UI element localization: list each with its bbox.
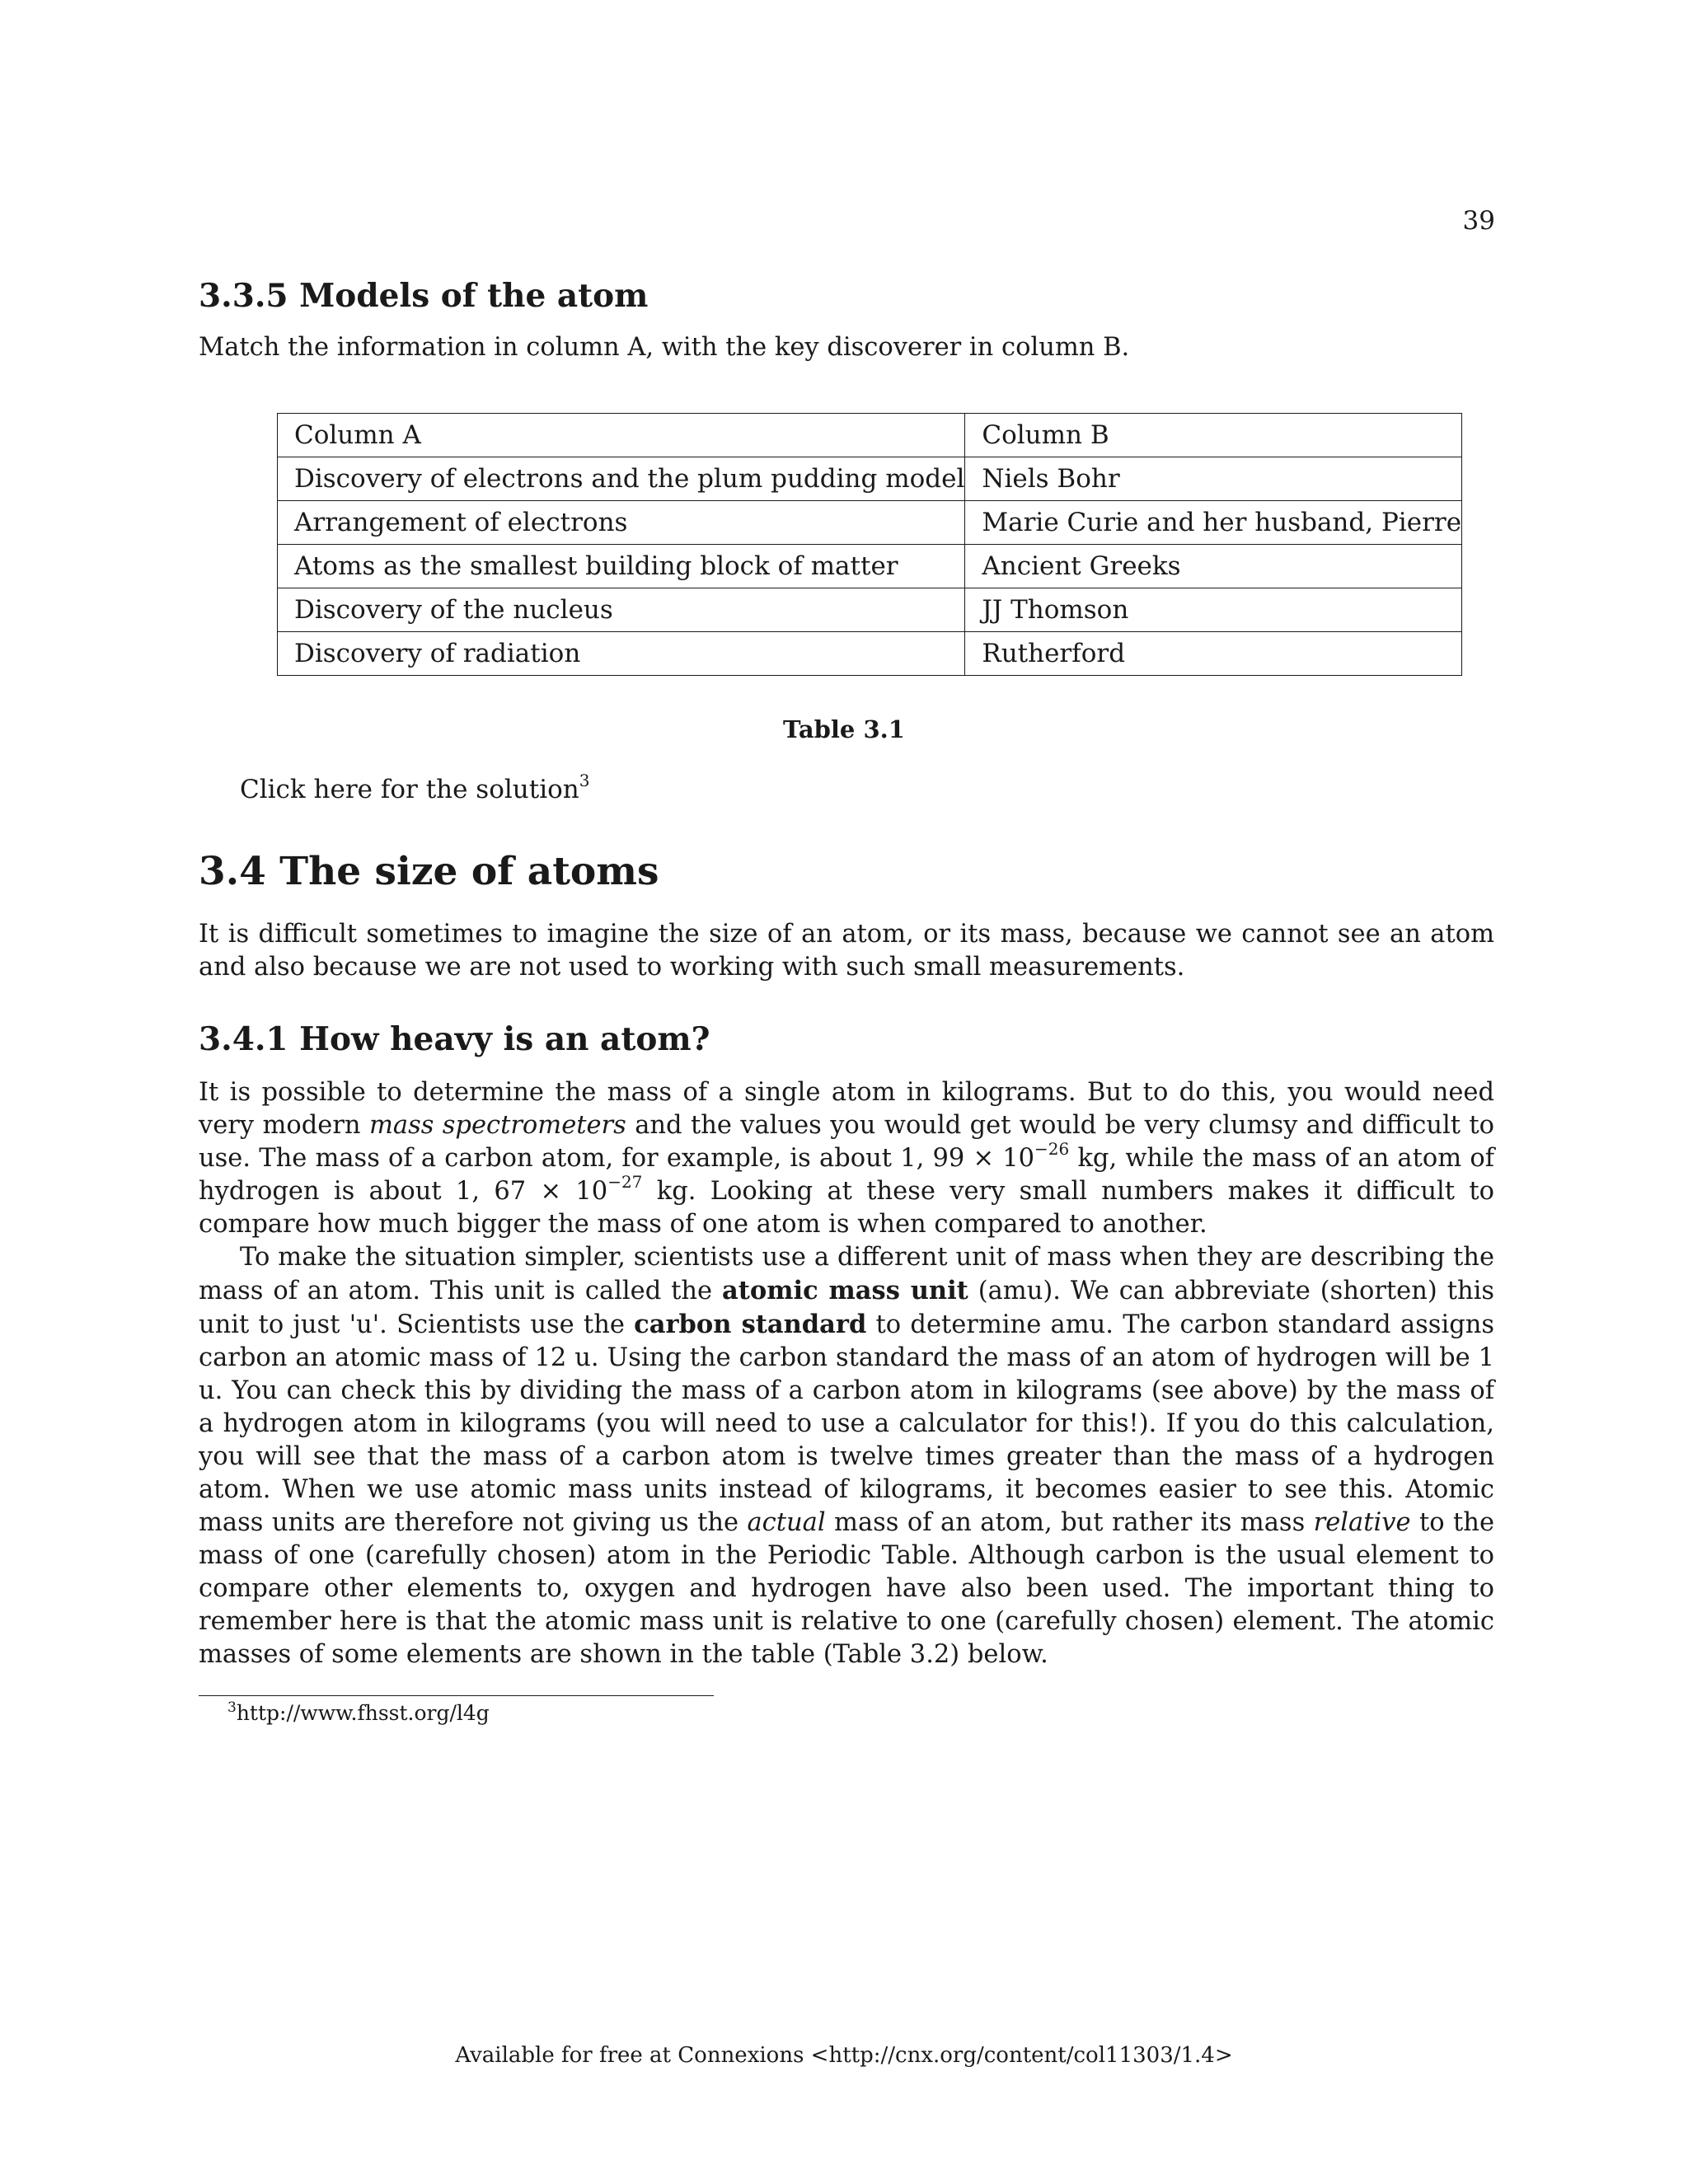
term-relative: relative xyxy=(1313,1508,1411,1537)
cell-column-b: Niels Bohr xyxy=(965,457,1462,501)
paragraph-amu: To make the situation simpler, scientists use a different unit of mass when they are describing the mass of an atom. This unit is called the atomic mass unit (amu). We can abbreviate (shorten) this unit to just 'u'. Scientists use the carbon standard to determine amu. The carbon standard assigns carbon an atomic mass of 12 u. Using the carbon standard the mass of an atom of hydrogen will be 1 u. You can check this by dividing the mass of a carbon atom in kilograms (see above) by the mass of a hydrogen atom in kilograms (you will need to use a calculator for this!). If you do this calculation, you will see that the mass of a carbon atom is twelve times greater than the mass of a hydrogen atom. When we use atomic mass units instead of kilograms, it becomes easier to see this. Atomic mass units are therefore not giving us the actual mass of an atom, but rather its mass relative to the mass of one (carefully chosen) atom in the Periodic Table. Although carbon is the usual element to compare other elements to, oxygen and hydrogen have also been used. The important thing to remember here is that the atomic mass unit is relative to one (carefully chosen) element. The atomic masses of some elements are shown in the table (Table 3.2) below. xyxy=(199,1243,1495,1669)
table-row xyxy=(278,545,1462,588)
page-number: 39 xyxy=(1462,206,1495,236)
term-mass-spectrometers: mass spectrometers xyxy=(368,1111,626,1140)
term-actual: actual xyxy=(747,1508,826,1537)
cell-column-b: Ancient Greeks xyxy=(965,545,1462,588)
intro-paragraph: It is difficult sometimes to imagine the size of an atom, or its mass, because we cannot see an atom and also because we are not used to working with such small measurements. xyxy=(199,920,1494,982)
section-heading-3-4-1: 3.4.1 How heavy is an atom? xyxy=(199,1020,710,1058)
table-row xyxy=(278,457,1462,501)
footnote-link[interactable]: http://www.fhsst.org/l4g xyxy=(236,1701,490,1725)
table-row xyxy=(278,632,1462,676)
cell-column-a: Discovery of radiation xyxy=(278,632,965,676)
cell-column-a: Atoms as the smallest building block of matter xyxy=(278,545,965,588)
cell-column-a: Discovery of electrons and the plum pudding model xyxy=(278,457,965,501)
table-header-cell: Column A xyxy=(278,414,965,457)
solution-link[interactable] xyxy=(240,771,590,804)
table-row xyxy=(278,501,1462,545)
instruction-text: Match the information in column A, with the key discoverer in column B. xyxy=(199,333,1130,362)
table-header-row xyxy=(278,414,1462,457)
footnote: $^3$http://www.fhsst.org/l4g xyxy=(227,1699,490,1725)
footnote-divider xyxy=(199,1695,714,1696)
cell-column-b: Marie Curie and her husband, Pierre xyxy=(965,501,1462,545)
table-caption: Table 3.1 xyxy=(783,715,905,743)
section-heading-3-4: 3.4 The size of atoms xyxy=(199,849,659,894)
cell-column-a: Discovery of the nucleus xyxy=(278,588,965,632)
term-atomic-mass-unit: atomic mass unit xyxy=(722,1276,968,1305)
paragraph-mass: It is possible to determine the mass of a single atom in kilograms. But to do this, you would need very modern mass spectrometers and the values you would get would be very clumsy and difficult to use. The mass of a carbon atom, for example, is about 1, $99 \times 10^{-26}$ kg, while the mass of an atom of hydrogen is about 1, $67 \times 10^{-27}$ kg. Looking at these very small numbers makes it difficult to compare how much bigger the mass of one atom is when compared to another. xyxy=(199,1078,1494,1239)
table-row xyxy=(278,588,1462,632)
cell-column-b: Rutherford xyxy=(965,632,1462,676)
table-header-cell: Column B xyxy=(965,414,1462,457)
solution-link-text[interactable]: Click here for the solution xyxy=(240,775,579,804)
footnote-ref: 3 xyxy=(579,771,590,790)
matching-table xyxy=(277,413,1462,676)
cell-column-b: JJ Thomson xyxy=(965,588,1462,632)
term-carbon-standard: carbon standard xyxy=(634,1310,867,1339)
page-footer: Available for free at Connexions <http://cnx.org/content/col11303/1.4> xyxy=(455,2043,1233,2068)
section-heading-3-3-5: 3.3.5 Models of the atom xyxy=(199,277,649,315)
cell-column-a: Arrangement of electrons xyxy=(278,501,965,545)
